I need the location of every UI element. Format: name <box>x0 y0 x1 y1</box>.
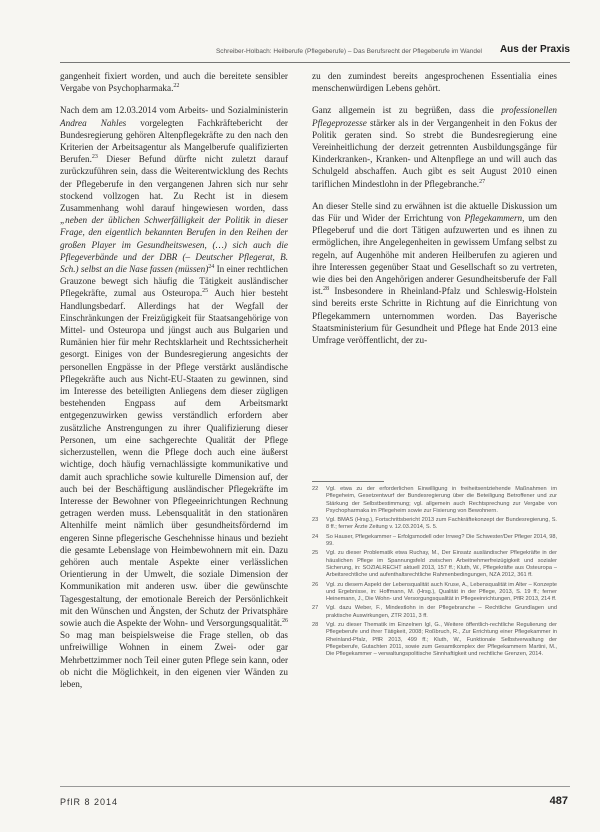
emphasis: professionellen Pflegeprozesse <box>312 105 557 128</box>
footnote-ref[interactable]: 27 <box>479 178 486 185</box>
paragraph-text: In einer rechtlichen Grauzone bewegt sich häufig die Tätigkeit ausländischer Pflegekräfte, zumal aus Osteuropa. <box>60 264 289 299</box>
paragraph-text: vorgelegten Fachkräftebericht der Bundesregierung gehören Altenpflegekräfte zu den nach den Kriterien der Arbeitsagentur als Mangelberufe qualifizierten Berufen. <box>60 117 288 165</box>
footnote-text: Vgl. zu diesem Aspekt der Lebensqualität auch Kruse, A., Lebensqualität im Alter – Konzepte und Ergebnisse, in: Hoffmann, M. (Hrsg.), Qualität in der Pflege, 2013, S. 19 ff.; ferner Heinemann, J., Die Wohn- und Versorgungsqualität in Pflegeeinrichtungen, PflR 2013, 214 ff. <box>326 581 557 603</box>
footnote-text: Vgl. etwa zu der erforderlichen Einwilligung in freiheitsentziehende Maßnahmen im Pflegeheim, Gesetzentwurf der Bundesregierung über die Beteiligung Betroffener und zur Stärkung der Selbstbestimmung; vgl. allgemein auch Rechtsprechung zur Vergabe von Psychopharmaka im Pflegeheim sowie zur Fixierung von Bewohnern. <box>326 486 557 514</box>
footnote-text: So Hauser, Pflegekammer – Erfolgsmodell oder Irrweg? Die Schwester/Der Pfleger 2014, 98, 99. <box>326 533 557 548</box>
running-title: Schreiber-Holbach: Heilberufe (Pflegeberufe) – Das Berufsrecht der Pflegeberufe im Wandel <box>215 48 482 55</box>
page-header <box>60 44 570 62</box>
footnote <box>312 517 557 532</box>
paragraph <box>312 200 557 346</box>
paragraph-text: Insbesondere in Rheinland-Pfalz und Schleswig-Holstein sind bereits erste Schritte in Richtung auf die Einrichtung von Pflegekammern unternommen worden. Das Bayerische Staatsministerium für Gesundheit und Pflege hat Ende 2013 eine Umfrage veröffentlicht, der zu- <box>312 286 557 346</box>
left-column <box>60 70 288 700</box>
footnote <box>312 486 557 515</box>
footnote-number: 25 <box>312 550 319 557</box>
footnotes <box>312 486 557 661</box>
paragraph-text: , um den Pflegeberuf und die dort Tätigen aufzuwerten und es ihnen zu ermöglichen, ihre Angelegenheiten in gewissem Umfang selbst zu regeln, auf Augenhöhe mit anderen Heilberufen zu agieren und ihre Interessen gegenüber Staat und Gesellschaft so zu vertreten, wie dies bei den Angehörigen anderer Gesundheitsberufe der Fall ist. <box>312 213 558 297</box>
footnote-number: 23 <box>312 517 319 524</box>
paragraph-text: Ganz allgemein ist zu begrüßen, dass die <box>312 105 502 116</box>
footnote <box>312 622 557 658</box>
paragraph-text: gangenheit fixiert worden, und auch die bereitete sensibler Vergabe von Psychopharmaka. <box>60 71 288 94</box>
paragraph-text: Dieser Befund dürfte nicht zuletzt darauf zurückzuführen sein, dass die Weiterentwicklung des Rechts der Pflegeberufe in den vergangenen Jahren sich nur sehr stockend vollzogen hat. Zu Recht ist in diesem Zusammenhang wohl darauf hingewiesen worden, dass <box>60 154 288 214</box>
footnote <box>312 582 557 604</box>
footnote-number: 28 <box>312 622 319 629</box>
footnote-ref[interactable]: 25 <box>202 288 209 295</box>
footnote-text: Vgl. zu dieser Thematik im Einzelnen Igl, G., Weitere öffentlich-rechtliche Regulierung der Pflegeberufe und ihrer Tätigkeit, 2008; Roßbruch, R., Zur Errichtung einer Pflegekammer in Rheinland-Pfalz, PflR 2013, 499 ff.; Kluth, W., Funktionale Selbstverwaltung der Pflegeberufe, Gutachten 2011, sowie zum Gesamtkomplex der Pflegekammern Martini, M., Die Pflegekammer – verwaltungspolitische Sinnhaftigkeit und rechtliche Grenzen, 2014. <box>326 622 557 658</box>
footnote <box>312 605 557 620</box>
paragraph-text: zu den zumindest bereits angesprochenen Essentialia eines menschenwürdigen Lebens gehört. <box>312 71 557 94</box>
paragraph <box>60 70 288 94</box>
header-rule <box>60 62 570 63</box>
footnote-number: 26 <box>312 581 319 588</box>
journal-issue: PflR 8 2014 <box>60 797 119 807</box>
paragraph <box>60 104 288 690</box>
footnote <box>312 534 557 549</box>
footnote-text: Vgl. dazu Weber, F., Mindestlohn in der Pflegebranche – Rechtliche Grundlagen und praktische Auswirkungen, ZTR 2011, 3 ff. <box>326 605 557 619</box>
paragraph-text: So mag man beispielsweise die Frage stellen, ob das unfreiwillige Wohnen in einem Zwei- oder gar Mehrbettzimmer noch Teil einer guten Pflege sein kann, oder ob nicht die Möglichkeit, in den eigenen vier Wänden zu leben, <box>60 630 288 689</box>
footnote-number: 24 <box>312 533 319 540</box>
paragraph <box>312 104 557 189</box>
footnote-ref[interactable]: 28 <box>322 286 329 293</box>
paragraph-text: Auch hier besteht Handlungsbedarf. Allerdings hat der Wegfall der Einschränkungen der Freizügigkeit für Staatsangehörige von Mittel- und Osteuropa und jüngst auch aus Bulgarien und Rumänien hier für mehr Rechtsklarheit und Rechtssicherheit gesorgt. Einiges von der Bundesregierung angesichts der personellen Engpässe in der Pflege verstärkt ausländische Pflegekräfte auch aus Nicht-EU-Staaten zu gewinnen, sind im Interesse des beteiligten Anliegens dem dieser zügligen bestehenden Engpass auf dem Arbeitsmarkt entgegenzuwirken gewiss verständlich erfordern aber zusätzliche Anstrengungen zu ihrer Qualifizierung dieser Personen, um eine sachgerechte Qualität der Pflege sicherzustellen, wenn die Pflege doch auch eine äußerst wichtige, doch häufig vernachlässigte kommunikative und damit auch sprachliche sowie kulturelle Dimension auf, der auch bei der Beschäftigung ausländischer Pflegekräfte im Interesse der Bewohner von Pflegeeinrichtungen Rechnung getragen werden muss. Lebensqualität in den stationären Altenhilfe meint nämlich über gesundheitsfördernd im engeren Sinne pflegerische Geschehnisse hinaus und bezieht die gesamte Lebenslage von Heimbewohnern mit ein. Dazu gehören auch mentale Aspekte einer verlässlichen Orientierung in der Umwelt, die soziale Dimension der Kommunikation mit anderen usw. über die gewünschte Tagesgestaltung, der emotionale Bereich der Persönlichkeit mit den Wünschen und Ängsten, der Schutz der Privatsphäre sowie auch die Aspekte der Wohn- und Versorgungsqualität. <box>60 288 288 628</box>
paragraph <box>312 70 557 94</box>
footnote-ref[interactable]: 23 <box>91 154 98 161</box>
footnote-text: Vgl. zu dieser Problematik etwa Ruchay, M., Der Einsatz ausländischer Pflegekräfte in der häuslichen Pflege im Spannungsfeld zwischen Arbeitnehmerfreizügigkeit und sozialer Sicherung, in: SOZIALRECHT aktuell 2013, 157 ff.; Kluth, W., Pflegekräfte aus Osteuropa – Arbeitsrechtliche und aufenthaltsrechtliche Rahmenbedingungen, NZA 2012, 361 ff. <box>326 550 557 579</box>
footnote-number: 22 <box>312 486 319 492</box>
section-title: Aus der Praxis <box>499 44 570 55</box>
right-column <box>312 70 557 356</box>
footer-rule <box>60 786 570 787</box>
paragraph-text: stärker als in der Vergangenheit in den Fokus der Politik geraten sind. So strebt die Bundesregierung eine Vereinheitlichung der derzeit getrennten Ausbildungsgänge für Kinderkranken-, Kranken- und Altenpflege an und will auch das Schulgeld abschaffen. Auch gibt es seit August 2010 einen tariflichen Mindestlohn in der Pflegebranche. <box>312 117 557 189</box>
footnote-ref[interactable]: 26 <box>282 617 288 624</box>
footnote-rule <box>312 481 384 482</box>
paragraph-text: An dieser Stelle sind zu erwähnen ist die aktuelle Diskussion um das Für und Wider der Errichtung von <box>312 200 557 224</box>
paragraph-text: Nach dem am 12.03.2014 vom Arbeits- und Sozialministerin <box>60 105 288 116</box>
footnote-text: Vgl. BMAS (Hrsg.), Fortschrittsbericht 2013 zum Fachkräftekonzept der Bundesregierung, S. 8 ff.; ferner Ärzte Zeitung v. 12.03.2014, S. 5. <box>326 517 557 531</box>
page-number: 487 <box>549 795 568 807</box>
footnote-ref[interactable]: 24 <box>208 263 215 270</box>
emphasis: Pflegekammern <box>464 213 523 224</box>
footnote-ref[interactable]: 22 <box>173 83 180 90</box>
footnote <box>312 550 557 579</box>
footnote-number: 27 <box>312 605 319 612</box>
quote: „neben der üblichen Schwerfälligkeit der Politik in dieser Frage, den eigentlich bekannten Berufen in den Reihen der großen Player im Gesundheitswesen, (…) sich auch die Pflegeverbände und der DBR (– Deutscher Pflegerat, B. Sch.) selbst an die Nase fassen (müssen) <box>60 215 288 275</box>
person-name: Andrea Nahles <box>60 117 127 128</box>
